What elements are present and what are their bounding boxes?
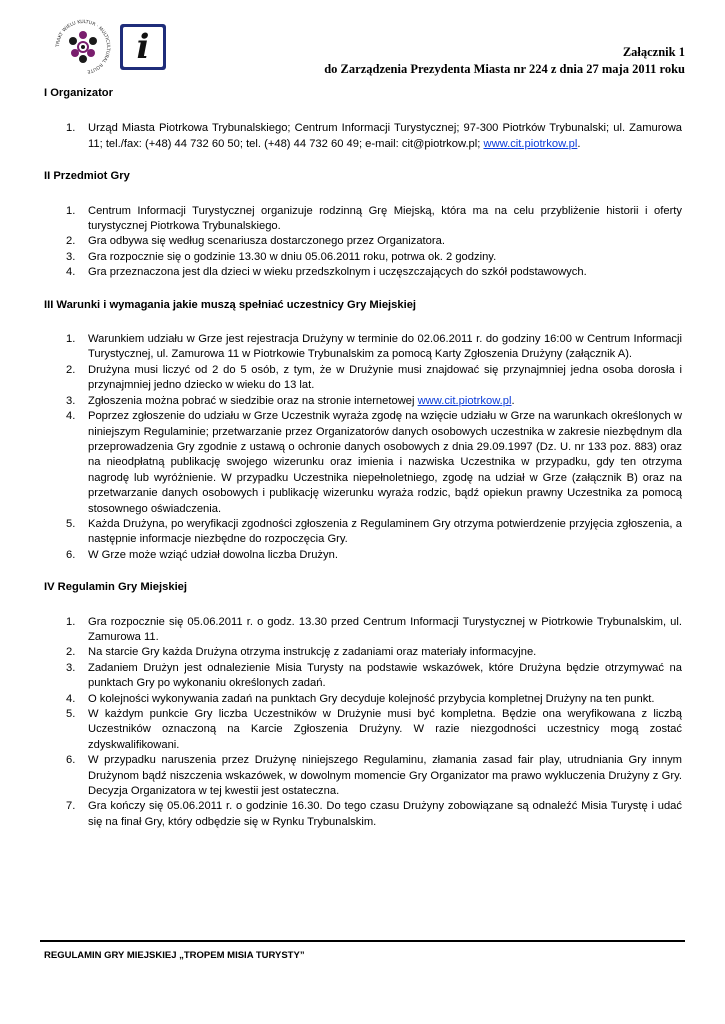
list-item [44, 121, 682, 152]
list-item [44, 645, 682, 660]
item-text-end: . [577, 137, 581, 150]
item-number: 6. [66, 548, 76, 561]
item-text-end: . [511, 394, 515, 407]
item-number: 5. [66, 517, 76, 530]
list-item [44, 615, 682, 646]
item-text: Drużyna musi liczyć od 2 do 5 osób, z tym, że w Drużynie musi znajdować się przynajmniej jedna osoba dorosła i przynajmniej jedno dziecko w wieku do 13 lat. [88, 363, 682, 392]
item-number: 4. [66, 266, 76, 279]
website-link[interactable]: www.cit.piotrkow.pl [417, 394, 512, 407]
section-title: I Organizator [44, 87, 113, 99]
item-number: 3. [66, 661, 76, 674]
item-number: 6. [66, 754, 76, 767]
section-title: IV Regulamin Gry Miejskiej [44, 581, 188, 594]
list-item [44, 394, 682, 409]
header-logos [54, 18, 169, 78]
list-item [44, 265, 682, 280]
item-number: 1. [66, 615, 76, 628]
item-text: Każda Drużyna, po weryfikacji zgodności zgłoszenia z Regulaminem Gry otrzyma potwierdzenie przyjęcia zgłoszenia, a następnie informacje niezbędne do rozpoczęcia Gry. [88, 517, 682, 546]
item-text: Zadaniem Drużyn jest odnalezienie Misia Turysty na podstawie wskazówek, które Drużyna będzie otrzymywać na punktach Gry po wykonaniu określonych zadań. [88, 661, 682, 690]
footer-title: REGULAMIN GRY MIEJSKIEJ „TROPEM MISIA TURYSTY” [44, 950, 305, 961]
annex-subtitle: do Zarządzenia Prezydenta Miasta nr 224 z dnia 27 maja 2011 roku [324, 62, 685, 76]
item-number: 4. [66, 692, 76, 705]
multicultural-route-logo [54, 18, 112, 76]
list-item [44, 204, 682, 235]
item-text: Gra rozpocznie się 05.06.2011 r. o godz. 13.30 przed Centrum Informacji Turystycznej w Piotrkowie Trybunalskim, ul. Zamurowa 11. [88, 615, 682, 643]
item-number: 1. [66, 333, 76, 346]
item-number: 1. [66, 204, 76, 217]
item-number: 4. [66, 410, 76, 423]
website-link[interactable]: www.cit.piotrkow.pl [483, 137, 578, 150]
item-text: W każdym punkcie Gry liczba Uczestników w Drużynie musi być kompletna. Będzie ona weryfikowana z liczbą Uczestników oznaczoną na Karcie Zgłoszenia Drużyny. W razie niezgodności uczestnicy mogą zostać zdyskwalifikowani. [88, 708, 682, 751]
list-item [44, 799, 682, 830]
list-item [44, 250, 682, 265]
document-body [44, 86, 682, 830]
item-text: Urząd Miasta Piotrkowa Trybunalskiego; Centrum Informacji Turystycznej; 97-300 Piotrków Trybunalski; ul. Zamurowa 11; tel./fax: (+48) 44 732 60 50; tel. (+48) 44 732 60 49; e-mail: cit@piotrkow.pl; [88, 122, 682, 150]
item-number: 2. [66, 363, 76, 376]
annex-title: Załącznik 1 [622, 45, 685, 59]
section-list [44, 121, 682, 152]
item-text: Gra odbywa się według scenariusza dostarczonego przez Organizatora. [88, 235, 445, 248]
section-list [44, 615, 682, 831]
list-item [44, 661, 682, 692]
list-item [44, 332, 682, 363]
item-number: 2. [66, 235, 76, 248]
section-list [44, 204, 682, 281]
item-text: Zgłoszenia można pobrać w siedzibie oraz na stronie internetowej [88, 394, 418, 407]
item-text: Na starcie Gry każda Drużyna otrzyma instrukcję z zadaniami oraz materiały informacyjne. [88, 646, 537, 659]
info-icon: i [123, 27, 163, 67]
item-number: 7. [66, 800, 76, 813]
tourist-info-logo [120, 24, 166, 70]
item-text: Warunkiem udziału w Grze jest rejestracja Drużyny w terminie do 02.06.2011 r. do godziny 16:00 w Centrum Informacji Turystycznej, ul. Zamurowa 11 w Piotrkowie Trybunalskim za pomocą Karty Zgłoszenia Drużyny (załącznik A). [88, 333, 682, 361]
item-text: Gra rozpocznie się o godzinie 13.30 w dniu 05.06.2011 roku, potrwa ok. 2 godziny. [88, 250, 497, 263]
section-title: III Warunki i wymagania jakie muszą spełniać uczestnicy Gry Miejskiej [44, 298, 417, 311]
item-number: 5. [66, 708, 76, 720]
item-text: Poprzez zgłoszenie do udziału w Grze Uczestnik wyraża zgodę na wzięcie udziału w Grze na warunkach określonych w niniejszym Regulaminie; przetwarzanie przez Organizatorów danych osobowych uczestnika w zakresie niezbędnym dla przeprowadzenia Gry zgodnie z ustawą o ochronie danych osobowych z dnia 29.09.1997 (Dz. U. nr 133 poz. 883) oraz na nieodpłatną publikację swojego wizerunku oraz imienia i nazwiska Uczestnika w przypadku, gdy ten otrzyma nagrodę lub wyróżnienie. W przypadku Uczestnika niepełnoletniego, zgodę na udział w Grze (załącznik B) oraz na przetwarzanie danych osobowych i publikację wizerunku wyraża rodzic, bądź opiekun prawny Uczestnika za pomocą stosownego oświadczenia. [88, 410, 682, 515]
item-number: 3. [66, 394, 76, 407]
list-item [44, 409, 682, 517]
list-item [44, 363, 682, 394]
list-item [44, 707, 682, 753]
item-text: Gra kończy się 05.06.2011 r. o godzinie 16.30. Do tego czasu Drużyny zobowiązane są odnaleźć Misia Turystę i udać się na finał Gry, który odbędzie się w Rynku Trybunalskim. [88, 800, 682, 828]
list-item [44, 234, 682, 249]
list-item [44, 548, 682, 563]
item-text: W Grze może wziąć udział dowolna liczba Drużyn. [88, 548, 338, 561]
annex-header [324, 44, 685, 78]
list-item [44, 753, 682, 799]
logo-ring-text: TRAKT WIELU KULTUR · MULTICULTURAL ROUTE [55, 19, 111, 74]
list-item [44, 517, 682, 548]
item-number: 3. [66, 250, 76, 263]
list-item [44, 692, 682, 707]
footer-divider [40, 940, 685, 942]
item-text: Gra przeznaczona jest dla dzieci w wieku przedszkolnym i uczęszczających do szkół podstawowych. [88, 266, 587, 279]
item-number: 1. [66, 122, 76, 135]
item-text: O kolejności wykonywania zadań na punktach Gry decyduje kolejność przybycia kompletnej Drużyny na ten punkt. [88, 692, 655, 705]
item-number: 2. [66, 646, 76, 659]
item-text: W przypadku naruszenia przez Drużynę niniejszego Regulaminu, złamania zasad fair play, utrudniania Gry innym Drużynom bądź niszczenia wskazówek, w dowolnym momencie Gry Organizator ma prawo wykluczenia Drużyny z Gry. Decyzja Organizatora w tej kwestii jest ostateczna. [88, 754, 682, 798]
item-text: Centrum Informacji Turystycznej organizuje rodzinną Grę Miejską, która ma na celu przybliżenie historii i oferty turystycznej Piotrkowa Trybunalskiego. [88, 204, 682, 233]
section-title: II Przedmiot Gry [44, 170, 130, 183]
section-list [44, 332, 682, 563]
